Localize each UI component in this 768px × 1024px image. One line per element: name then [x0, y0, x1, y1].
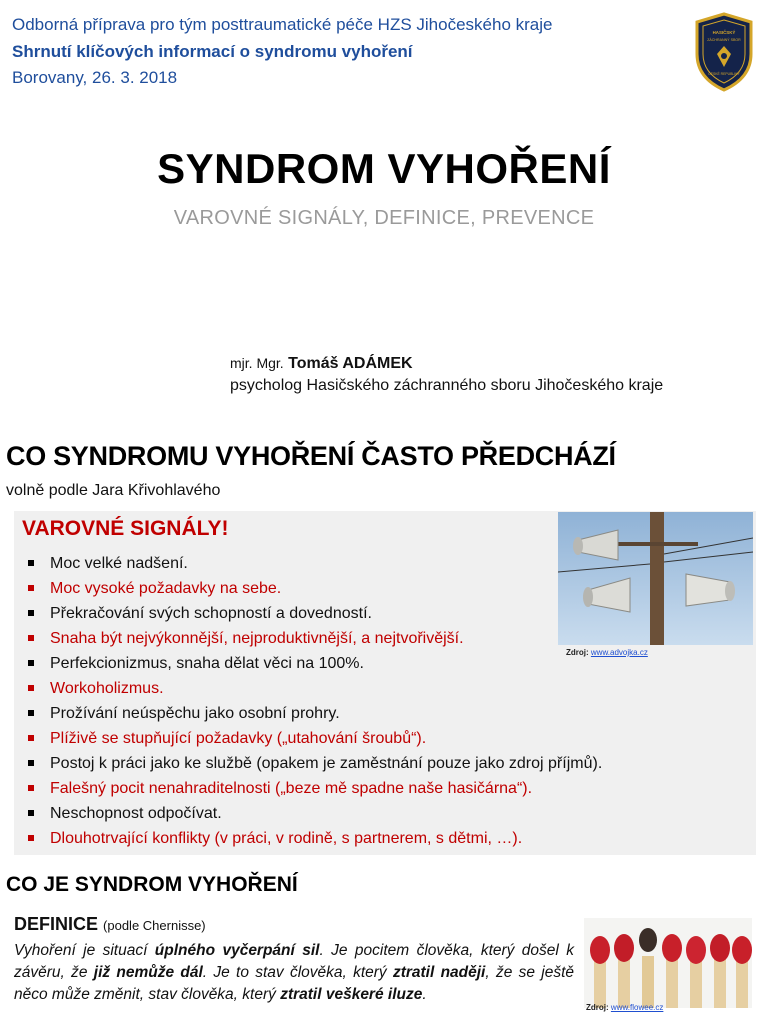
definition-note: (podle Chernisse) [103, 918, 206, 933]
def-part: . Je pocitem člověka, který došel k závěru, že [14, 942, 574, 981]
author-role: psycholog Hasičského záchranného sboru Jihočeského kraje [230, 377, 664, 394]
photo2-source-label: Zdroj: [586, 1003, 609, 1012]
signal-item: Moc velké nadšení. [22, 551, 722, 576]
loudspeakers-photo [558, 512, 753, 645]
signal-item: Snaha být nejvýkonnější, nejproduktivnější, a nejtvořivější. [22, 626, 722, 651]
author-name: Tomáš ADÁMEK [288, 355, 413, 372]
signal-item: Workoholizmus. [22, 676, 722, 701]
photo1-source [566, 648, 648, 657]
signal-item: Překračování svých schopností a dovedností. [22, 601, 722, 626]
def-emphasis: úplného vyčerpání sil [154, 942, 320, 959]
photo2-source-link[interactable]: www.flowee.cz [610, 1003, 664, 1012]
definition-text [14, 940, 574, 1006]
def-emphasis: již nemůže dál [93, 964, 203, 981]
def-part: . Je to stav člověka, který [202, 964, 393, 981]
warning-title: VAROVNÉ SIGNÁLY! [22, 517, 229, 540]
signal-item: Moc vysoké požadavky na sebe. [22, 576, 722, 601]
def-emphasis: ztratil naději [392, 964, 486, 981]
fire-rescue-badge-icon [693, 12, 755, 92]
def-part: Vyhoření je situací [14, 942, 155, 959]
definition-heading [14, 914, 206, 935]
signal-item: Postoj k práci jako ke službě (opakem je zaměstnání pouze jako zdroj příjmů). [22, 751, 722, 776]
definition-label: DEFINICE [14, 914, 99, 934]
signal-item: Plíživě se stupňující požadavky („utahování šroubů“). [22, 726, 722, 751]
header-line-1: Odborná příprava pro tým posttraumatické péče HZS Jihočeského kraje [12, 15, 553, 34]
photo1-source-label: Zdroj: [566, 648, 589, 657]
logo-text-mid: ZÁCHRANNÝ SBOR [707, 38, 741, 42]
def-part: , že se ještě něco může změnit, stav člověka, který [14, 964, 574, 1003]
signal-item: Perfekcionizmus, snaha dělat věci na 100%. [22, 651, 722, 676]
photo1-source-link[interactable]: www.advojka.cz [590, 648, 648, 657]
section1-subheading: volně podle Jara Křivohlavého [6, 482, 221, 499]
header-line-3: Borovany, 26. 3. 2018 [12, 68, 178, 87]
page-title: SYNDROM VYHOŘENÍ [157, 145, 611, 192]
photo2-source [586, 1003, 663, 1012]
header-line-2: Shrnutí klíčových informací o syndromu vyhoření [12, 42, 413, 61]
matches-photo [584, 918, 752, 1008]
signal-item: Prožívání neúspěchu jako osobní prohry. [22, 701, 722, 726]
signal-item: Falešný pocit nenahraditelnosti („beze mě spadne naše hasičárna“). [22, 776, 722, 801]
section2-heading: CO JE SYNDROM VYHOŘENÍ [6, 873, 298, 896]
def-part: . [422, 986, 427, 1003]
def-emphasis: ztratil veškeré iluze [280, 986, 423, 1003]
author-rank: mjr. Mgr. [230, 355, 284, 371]
signal-item: Dlouhotrvající konflikty (v práci, v rodině, s partnerem, s dětmi, …). [22, 826, 722, 851]
logo-text-bottom: ČESKÉ REPUBLIKY [708, 72, 740, 76]
logo-text-top: HASIČSKÝ [712, 30, 736, 35]
page-subtitle: VAROVNÉ SIGNÁLY, DEFINICE, PREVENCE [173, 207, 595, 229]
author-line [230, 352, 663, 375]
signal-item: Neschopnost odpočívat. [22, 801, 722, 826]
author-block [230, 352, 663, 397]
section1-heading: CO SYNDROMU VYHOŘENÍ ČASTO PŘEDCHÁZÍ [6, 441, 616, 471]
